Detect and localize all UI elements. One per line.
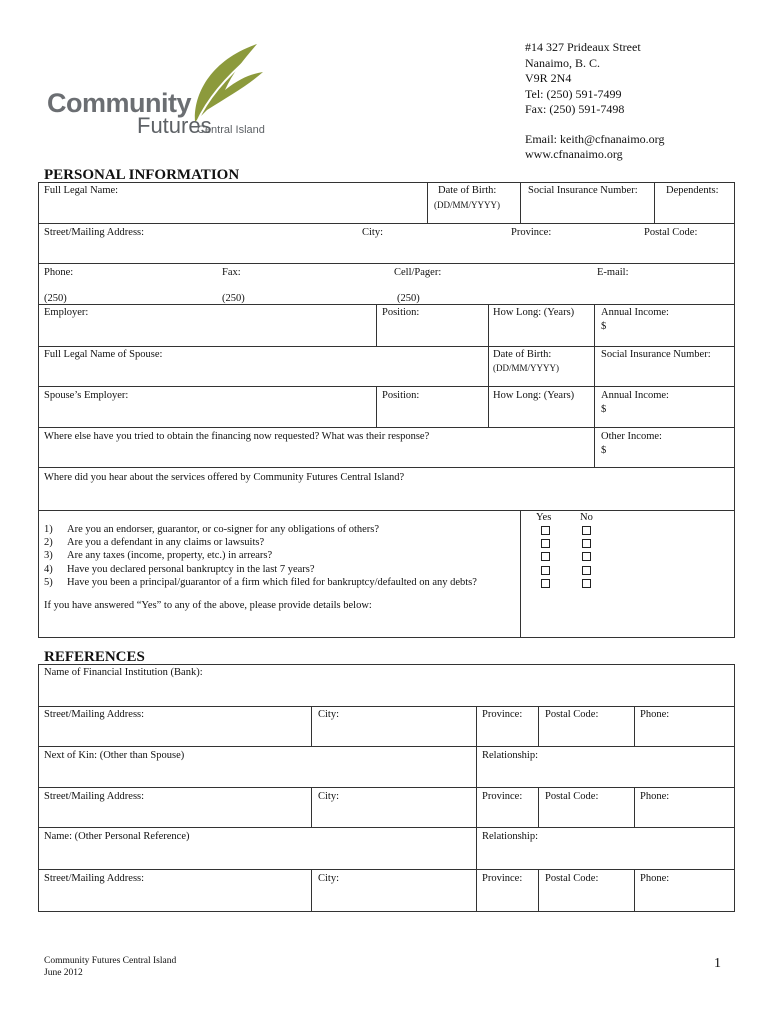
ref-province-label: Province: [482,709,523,720]
ref-street-label: Street/Mailing Address: [44,709,145,720]
footer-org: Community Futures Central Island [44,956,177,966]
q3-yes-checkbox[interactable] [541,552,550,561]
spouse-position-label: Position: [382,390,420,401]
question-text: Have you been a principal/guarantor of a firm which filed for bankruptcy/defaulted on any debts? [67,577,477,588]
how-long-label: How Long: (Years) [493,307,575,318]
question-text: Are you an endorser, guarantor, or co-signer for any obligations of others? [67,524,380,535]
relationship-label: Relationship: [482,750,538,761]
other-ref-label: Name: (Other Personal Reference) [44,831,190,842]
kin-phone-label: Phone: [640,791,670,802]
q5-no-checkbox[interactable] [582,579,591,588]
q2-yes-checkbox[interactable] [541,539,550,548]
postal-code-label: Postal Code: [644,227,698,238]
no-header: No [580,512,593,523]
phone-label: Phone: [44,267,74,278]
website-line: www.cfnanaimo.org [525,147,623,161]
bank-label: Name of Financial Institution (Bank): [44,667,203,678]
hear-question: Where did you hear about the services offered by Community Futures Central Island? [44,472,405,483]
full-legal-name-label: Full Legal Name: [44,185,119,196]
logo [45,40,275,145]
address-line: Tel: (250) 591-7499 [525,86,622,101]
dependents-label: Dependents: [666,185,719,196]
ref-postal-label: Postal Code: [545,709,599,720]
sin-label: Social Insurance Number: [528,185,638,196]
kin-province-label: Province: [482,791,523,802]
kin-label: Next of Kin: (Other than Spouse) [44,750,185,761]
logo-line1: Community [47,88,191,118]
logo-line3: Central Island [197,124,265,136]
city-label: City: [362,227,384,238]
question-number: 3) [44,550,53,561]
fax-label: Fax: [222,267,241,278]
phone-area-code: (250) [44,293,67,304]
spouse-sin-label: Social Insurance Number: [601,349,711,360]
spouse-name-label: Full Legal Name of Spouse: [44,349,163,360]
question-number: 5) [44,577,53,588]
kin-postal-label: Postal Code: [545,791,599,802]
section-title-personal: PERSONAL INFORMATION [44,167,240,183]
q1-no-checkbox[interactable] [582,526,591,535]
q1-yes-checkbox[interactable] [541,526,550,535]
q2-no-checkbox[interactable] [582,539,591,548]
annual-income-label: Annual Income: [601,307,669,318]
footer [44,955,176,979]
kin-street-label: Street/Mailing Address: [44,791,145,802]
page-number: 1 [714,956,721,971]
section-title-references: REFERENCES [44,649,145,665]
annual-income-dollar: $ [601,321,607,332]
logo-line2: Futures [137,113,212,138]
spouse-how-long-label: How Long: (Years) [493,390,575,401]
other-ref-relationship-label: Relationship: [482,831,538,842]
other-ref-province-label: Province: [482,873,523,884]
financing-question: Where else have you tried to obtain the financing now requested? What was their response? [44,431,430,442]
address-line: #14 327 Prideaux Street [525,40,641,54]
footer-date: June 2012 [44,968,83,978]
question-number: 1) [44,524,53,535]
q3-no-checkbox[interactable] [582,552,591,561]
address-line: Nanaimo, B. C. [525,55,600,70]
ref-phone-label: Phone: [640,709,670,720]
email-label: E-mail: [597,267,629,278]
other-ref-street-label: Street/Mailing Address: [44,873,145,884]
position-label: Position: [382,307,420,318]
other-ref-city-label: City: [318,873,340,884]
email-line: Email: keith@cfnanaimo.org [525,131,665,146]
dob-format: (DD/MM/YYYY) [434,200,500,210]
q5-yes-checkbox[interactable] [541,579,550,588]
employer-label: Employer: [44,307,89,318]
province-label: Province: [511,227,552,238]
spouse-dob-format: (DD/MM/YYYY) [493,363,559,373]
q4-no-checkbox[interactable] [582,566,591,575]
question-number: 4) [44,564,53,575]
address-line: V9R 2N4 [525,71,572,85]
spouse-dob-label: Date of Birth: [493,349,552,360]
cell-label: Cell/Pager: [394,267,442,278]
spouse-annual-income-dollar: $ [601,404,607,415]
spouse-employer-label: Spouse’s Employer: [44,390,129,401]
other-income-label: Other Income: [601,431,662,442]
other-ref-postal-label: Postal Code: [545,873,599,884]
other-ref-phone-label: Phone: [640,873,670,884]
q4-yes-checkbox[interactable] [541,566,550,575]
fax-area-code: (250) [222,293,245,304]
yes-header: Yes [536,512,552,523]
question-number: 2) [44,537,53,548]
question-text: Are any taxes (income, property, etc.) in arrears? [67,550,273,561]
other-income-dollar: $ [601,445,607,456]
address-block [525,40,664,163]
question-text: Have you declared personal bankruptcy in the last 7 years? [67,564,315,575]
street-label: Street/Mailing Address: [44,227,145,238]
kin-city-label: City: [318,791,340,802]
details-note: If you have answered “Yes” to any of the above, please provide details below: [44,600,372,611]
dob-label: Date of Birth: [438,185,497,196]
spouse-annual-income-label: Annual Income: [601,390,669,401]
ref-city-label: City: [318,709,340,720]
question-text: Are you a defendant in any claims or lawsuits? [67,537,265,548]
address-line: Fax: (250) 591-7498 [525,102,625,116]
cell-area-code: (250) [397,293,420,304]
